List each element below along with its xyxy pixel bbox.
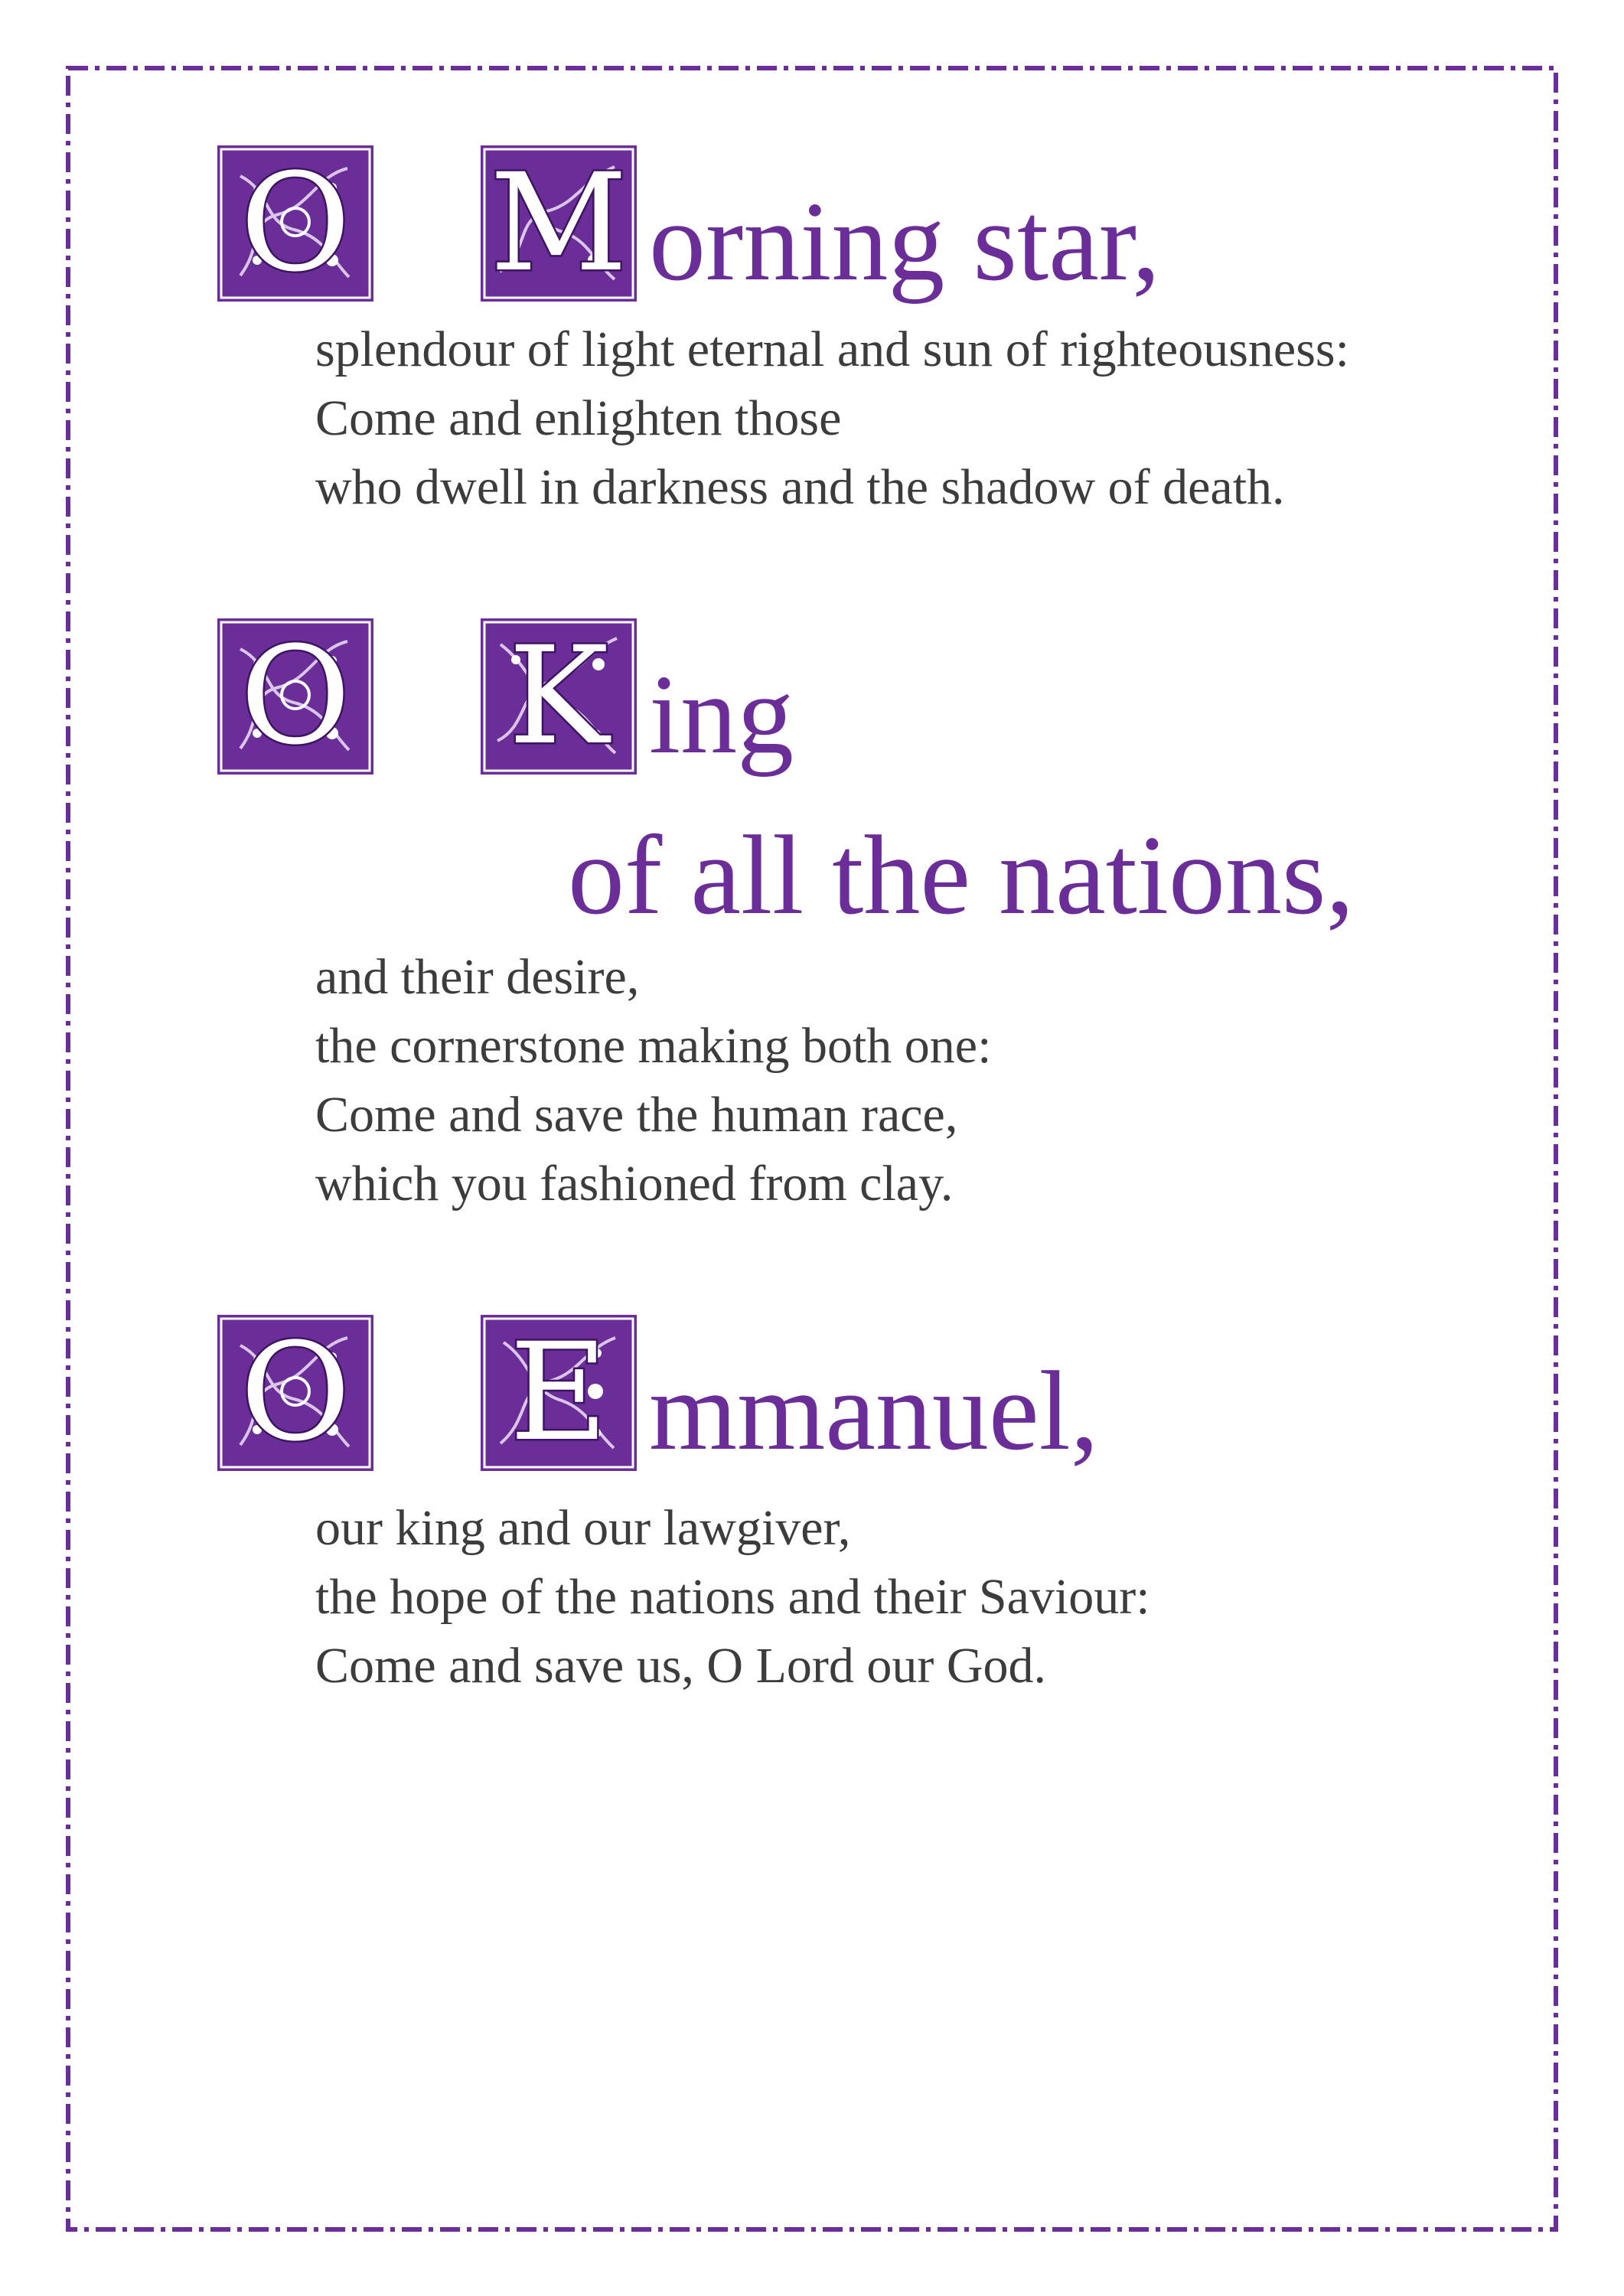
- verse-line: Come and enlighten those: [315, 390, 842, 446]
- illuminated-initial-o: [217, 618, 373, 775]
- initial-letter: O: [240, 145, 351, 302]
- heading-text: ing: [649, 652, 794, 778]
- stanza-2-body: [315, 943, 991, 1218]
- verse-line: our king and our lawgiver,: [315, 1500, 851, 1556]
- initial-letter: O: [240, 618, 351, 775]
- illuminated-initial-m: [481, 145, 637, 302]
- illuminated-initial-o: [217, 1315, 373, 1471]
- initial-letter: E: [509, 1314, 608, 1471]
- verse-line: splendour of light eternal and sun of righteousness:: [315, 321, 1349, 377]
- illuminated-initial-e: [481, 1315, 637, 1471]
- stanza-1-heading: [217, 145, 1518, 306]
- verse-line: the cornerstone making both one:: [315, 1018, 992, 1074]
- heading-text: mmanuel,: [649, 1349, 1099, 1474]
- initial-letter: K: [508, 618, 609, 775]
- initial-letter: O: [240, 1314, 351, 1471]
- stanza-2-heading: [217, 618, 1518, 779]
- stanza-1-body: [315, 315, 1349, 522]
- illuminated-initial-k: [481, 618, 637, 775]
- initial-letter: M: [489, 145, 628, 302]
- illuminated-initial-o: [217, 145, 373, 302]
- verse-line: Come and save the human race,: [315, 1087, 958, 1143]
- heading-text: orning star,: [649, 179, 1161, 305]
- verse-line: the hope of the nations and their Saviour:: [315, 1569, 1150, 1625]
- stanza-3-body: [315, 1494, 1150, 1701]
- stanza-3-heading: [217, 1315, 1518, 1476]
- heading-text-continued: of all the nations,: [568, 813, 1355, 938]
- verse-line: Come and save us, O Lord our God.: [315, 1638, 1047, 1694]
- verse-line: who dwell in darkness and the shadow of death.: [315, 459, 1285, 515]
- verse-line: and their desire,: [315, 949, 640, 1005]
- verse-line: which you fashioned from clay.: [315, 1156, 954, 1212]
